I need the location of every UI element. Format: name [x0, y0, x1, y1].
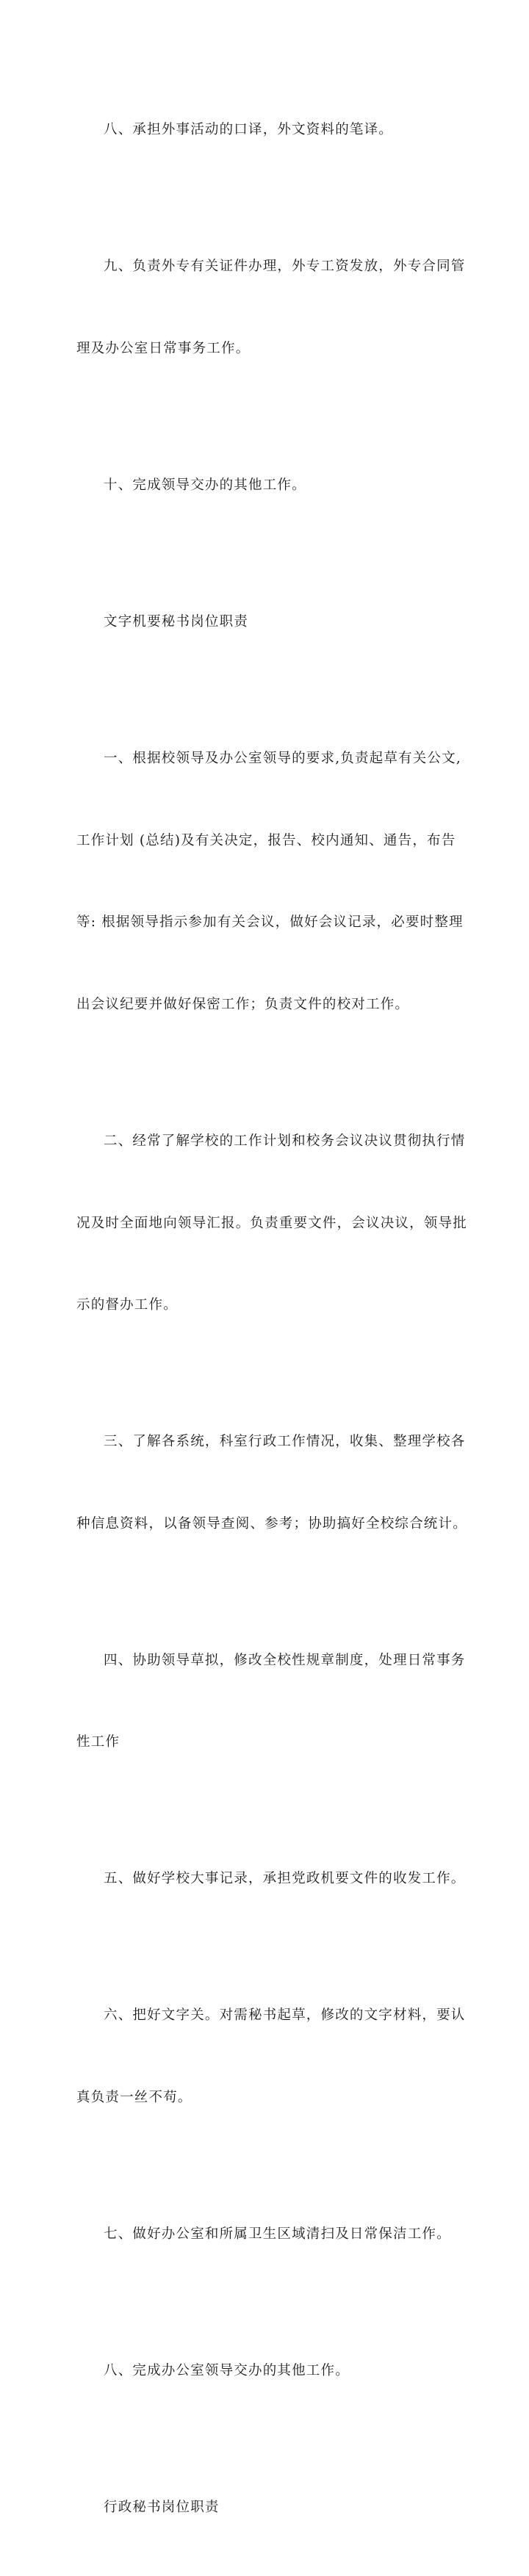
- paragraph: [76, 1073, 466, 1374]
- paragraph: [76, 62, 466, 198]
- text-line: 五、做好学校大事记录，承担党政机要文件的收发工作。: [104, 1871, 466, 1887]
- text-line: 示的督办工作。: [76, 1297, 178, 1313]
- paragraph: [76, 2303, 466, 2439]
- text-line: 一、根据校领导及办公室领导的要求,负责起草有关公文,: [104, 751, 461, 767]
- text-line: 二、经常了解学校的工作计划和校务会议决议贯彻执行情: [104, 1133, 466, 1149]
- section-heading: [76, 554, 466, 690]
- paragraph: [76, 198, 466, 417]
- text-line: 六、把好文字关。对需秘书起草，修改的文字材料，要认: [104, 2007, 466, 2024]
- text-line: 行政秘书岗位职责: [104, 2500, 220, 2516]
- text-line: 十、完成领导交办的其他工作。: [104, 477, 306, 494]
- text-line: 出会议纪要并做好保密工作；负责文件的校对工作。: [76, 996, 410, 1012]
- text-line: 工作计划 (总结)及有关决定，报告、校内通知、通告，布告: [76, 832, 456, 848]
- text-line: 文字机要秘书岗位职责: [104, 614, 249, 630]
- section-heading: [76, 2439, 466, 2576]
- paragraph: [76, 1592, 466, 1811]
- paragraph: [76, 690, 466, 1073]
- text-line: 理及办公室日常事务工作。: [76, 341, 251, 357]
- text-line: 等: 根据领导指示参加有关会议，做好会议记录，必要时整理: [76, 914, 464, 931]
- text-line: 四、协助领导草拟，修改全校性规章制度，处理日常事务: [104, 1652, 466, 1668]
- text-line: 种信息资料，以备领导查阅、参考；协助搞好全校综合统计。: [76, 1515, 467, 1531]
- text-line: 八、完成办公室领导交办的其他工作。: [104, 2363, 350, 2379]
- document-body: [76, 62, 466, 2576]
- paragraph: [76, 417, 466, 554]
- paragraph: [76, 2166, 466, 2303]
- text-line: 性工作: [76, 1734, 120, 1750]
- text-line: 况及时全面地向领导汇报。负责重要文件，会议决议，领导批: [76, 1215, 467, 1231]
- text-line: 九、负责外专有关证件办理，外专工资发放，外专合同管: [104, 259, 466, 275]
- paragraph: [76, 1811, 466, 1947]
- paragraph: [76, 1947, 466, 2166]
- text-line: 八、承担外事活动的口译，外文资料的笔译。: [104, 122, 394, 138]
- text-line: 七、做好办公室和所属卫生区域清扫及日常保洁工作。: [104, 2226, 451, 2243]
- text-line: 真负责一丝不苟。: [76, 2090, 192, 2106]
- text-line: 三、了解各系统，科室行政工作情况，收集、整理学校各: [104, 1434, 466, 1450]
- paragraph: [76, 1374, 466, 1592]
